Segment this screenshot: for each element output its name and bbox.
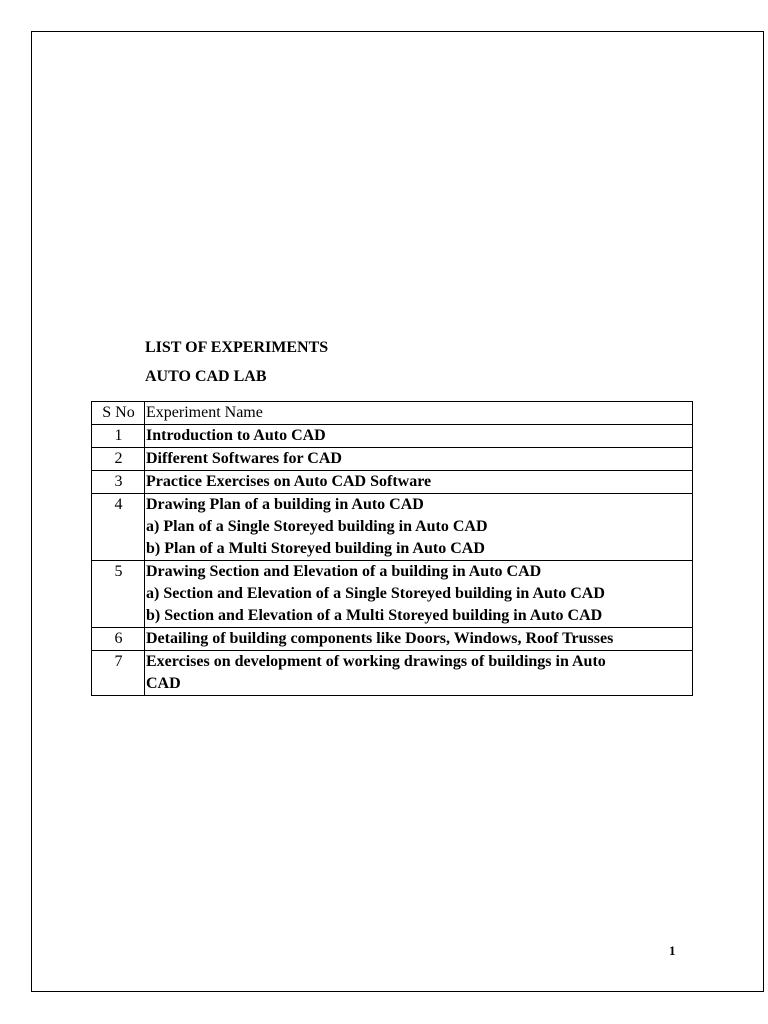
table-row: [92, 448, 693, 471]
experiment-name: [145, 425, 693, 448]
experiment-name-line: Different Softwares for CAD: [146, 450, 342, 467]
experiment-name-line: a) Section and Elevation of a Single Storeyed building in Auto CAD: [146, 585, 605, 602]
experiment-number: 6: [92, 628, 145, 651]
experiment-number: 7: [92, 651, 145, 696]
column-header-experiment-name: Experiment Name: [145, 402, 693, 425]
experiment-number: 4: [92, 494, 145, 561]
experiment-name: [145, 561, 693, 628]
experiment-number: 2: [92, 448, 145, 471]
experiment-number: 5: [92, 561, 145, 628]
page-number: 1: [669, 943, 676, 958]
experiment-rows: [92, 425, 693, 696]
table-row: [92, 628, 693, 651]
experiment-name-line: b) Section and Elevation of a Multi Storeyed building in Auto CAD: [146, 607, 603, 624]
experiment-name-line: Drawing Plan of a building in Auto CAD: [146, 496, 424, 513]
table-row: [92, 494, 693, 561]
experiment-name-line: Practice Exercises on Auto CAD Software: [146, 473, 432, 490]
table-header-row: [92, 402, 693, 425]
experiment-name-line: Introduction to Auto CAD: [146, 427, 326, 444]
table-row: [92, 425, 693, 448]
table-row: [92, 651, 693, 696]
experiment-name-line: Drawing Section and Elevation of a building in Auto CAD: [146, 563, 542, 580]
experiment-name-line: a) Plan of a Single Storeyed building in Auto CAD: [146, 518, 488, 535]
experiment-number: 3: [92, 471, 145, 494]
experiment-name-line: CAD: [146, 675, 181, 692]
experiment-name: [145, 494, 693, 561]
document-title: LIST OF EXPERIMENTS: [145, 339, 329, 356]
experiments-table: [91, 401, 693, 696]
table-row: [92, 561, 693, 628]
experiment-name: [145, 471, 693, 494]
table-row: [92, 471, 693, 494]
experiment-name-line: Detailing of building components like Doors, Windows, Roof Trusses: [146, 630, 614, 647]
experiment-number: 1: [92, 425, 145, 448]
experiment-name-line: b) Plan of a Multi Storeyed building in Auto CAD: [146, 540, 485, 557]
column-header-sno: S No: [92, 402, 145, 425]
experiment-name-line: Exercises on development of working drawings of buildings in Auto: [146, 653, 606, 670]
experiment-name: [145, 651, 693, 696]
experiment-name: [145, 628, 693, 651]
experiment-name: [145, 448, 693, 471]
document-subtitle: AUTO CAD LAB: [145, 368, 267, 385]
